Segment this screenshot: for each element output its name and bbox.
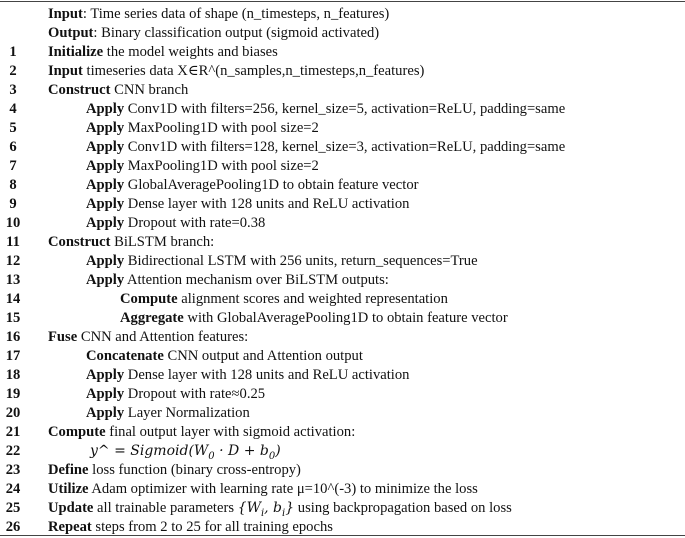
step-keyword: Apply bbox=[86, 367, 125, 383]
step-number: 19 bbox=[5, 386, 21, 402]
step-keyword: Apply bbox=[86, 386, 125, 402]
step-keyword: Define bbox=[48, 462, 89, 478]
step-line bbox=[0, 442, 685, 461]
step-line bbox=[0, 309, 685, 328]
step-text: Attention mechanism over BiLSTM outputs: bbox=[124, 272, 389, 288]
step-line bbox=[0, 461, 685, 480]
formula-subscript: i bbox=[282, 507, 286, 519]
step-text: CNN and Attention features: bbox=[77, 329, 249, 345]
step-keyword: Apply bbox=[86, 139, 125, 155]
step-line bbox=[0, 366, 685, 385]
step-number: 12 bbox=[5, 253, 21, 269]
step-keyword: Construct bbox=[48, 82, 111, 98]
formula-part: , b bbox=[264, 500, 283, 516]
step-number: 25 bbox=[5, 500, 21, 516]
step-number: 11 bbox=[6, 234, 20, 250]
step-keyword: Initialize bbox=[48, 44, 104, 60]
step-text: MaxPooling1D with pool size=2 bbox=[124, 158, 319, 174]
step-keyword: Aggregate bbox=[120, 310, 184, 326]
step-keyword: Construct bbox=[48, 234, 111, 250]
step-text: steps from 2 to 25 for all training epochs bbox=[91, 519, 333, 535]
step-text: Dense layer with 128 units and ReLU activation bbox=[124, 367, 410, 383]
formula-subscript: 0 bbox=[208, 450, 215, 462]
input-spec-line bbox=[0, 5, 685, 24]
step-line bbox=[0, 176, 685, 195]
step-number: 24 bbox=[5, 481, 21, 497]
step-text: loss function (binary cross-entropy) bbox=[88, 462, 301, 478]
step-keyword: Repeat bbox=[48, 519, 92, 535]
step-number: 23 bbox=[5, 462, 21, 478]
step-text: all trainable parameters bbox=[93, 500, 238, 516]
formula-part: } bbox=[285, 500, 295, 516]
step-number: 21 bbox=[5, 424, 21, 440]
step-keyword: Fuse bbox=[48, 329, 78, 345]
step-line bbox=[0, 119, 685, 138]
step-keyword: Apply bbox=[86, 196, 125, 212]
step-text: Layer Normalization bbox=[124, 405, 250, 421]
step-keyword: Utilize bbox=[48, 481, 89, 497]
step-text: CNN branch bbox=[110, 82, 189, 98]
step-text: using backpropagation based on loss bbox=[294, 500, 512, 516]
step-number: 16 bbox=[5, 329, 21, 345]
step-text: Dropout with rate≈0.25 bbox=[124, 386, 266, 402]
step-keyword: Apply bbox=[86, 405, 125, 421]
step-line bbox=[0, 480, 685, 499]
step-keyword: Apply bbox=[86, 158, 125, 174]
step-text: Conv1D with filters=128, kernel_size=3, activation=ReLU, padding=same bbox=[124, 139, 566, 155]
step-text: final output layer with sigmoid activation: bbox=[105, 424, 356, 440]
step-line bbox=[0, 233, 685, 252]
step-line bbox=[0, 252, 685, 271]
step-line bbox=[0, 385, 685, 404]
formula-part: y^ = Sigmoid(W bbox=[90, 443, 209, 459]
step-keyword: Apply bbox=[86, 101, 125, 117]
step-text: Adam optimizer with learning rate μ=10^(-3) to minimize the loss bbox=[88, 481, 478, 497]
step-number: 13 bbox=[5, 272, 21, 288]
step-text: CNN output and Attention output bbox=[163, 348, 363, 364]
step-line bbox=[0, 214, 685, 233]
formula-part: {W bbox=[237, 500, 261, 516]
step-number: 26 bbox=[5, 519, 21, 535]
step-line bbox=[0, 62, 685, 81]
step-line bbox=[0, 423, 685, 442]
formula-part: ) bbox=[275, 443, 281, 459]
step-keyword: Apply bbox=[86, 253, 125, 269]
step-number: 4 bbox=[9, 101, 17, 117]
step-keyword: Apply bbox=[86, 215, 125, 231]
step-number: 7 bbox=[9, 158, 17, 174]
step-keyword: Compute bbox=[120, 291, 178, 307]
step-line bbox=[0, 195, 685, 214]
step-number: 5 bbox=[9, 120, 17, 136]
step-keyword: Apply bbox=[86, 120, 125, 136]
step-keyword: Apply bbox=[86, 272, 125, 288]
step-line bbox=[0, 157, 685, 176]
step-text: Bidirectional LSTM with 256 units, return_sequences=True bbox=[124, 253, 478, 269]
top-rule bbox=[0, 1, 685, 2]
step-text: timeseries data X∈R^(n_samples,n_timesteps,n_features) bbox=[82, 63, 425, 79]
step-text: Dense layer with 128 units and ReLU activation bbox=[124, 196, 410, 212]
step-keyword: Update bbox=[48, 500, 94, 516]
step-line bbox=[0, 43, 685, 62]
step-text: MaxPooling1D with pool size=2 bbox=[124, 120, 319, 136]
step-number: 14 bbox=[5, 291, 21, 307]
step-keyword: Input bbox=[48, 63, 83, 79]
step-text: BiLSTM branch: bbox=[110, 234, 215, 250]
step-keyword: Apply bbox=[86, 177, 125, 193]
input-keyword: Input bbox=[48, 6, 83, 22]
step-text: the model weights and biases bbox=[103, 44, 278, 60]
step-text: with GlobalAveragePooling1D to obtain feature vector bbox=[183, 310, 508, 326]
step-number: 22 bbox=[5, 443, 21, 459]
output-keyword: Output bbox=[48, 25, 94, 41]
step-number: 6 bbox=[9, 139, 17, 155]
step-number: 20 bbox=[5, 405, 21, 421]
step-number: 2 bbox=[9, 63, 17, 79]
step-number: 18 bbox=[5, 367, 21, 383]
output-formula bbox=[90, 442, 281, 461]
step-text: Conv1D with filters=256, kernel_size=5, activation=ReLU, padding=same bbox=[124, 101, 566, 117]
parameter-set bbox=[237, 500, 295, 519]
step-line bbox=[0, 81, 685, 100]
step-number: 17 bbox=[5, 348, 21, 364]
step-line bbox=[0, 138, 685, 157]
step-line bbox=[0, 290, 685, 309]
step-keyword: Compute bbox=[48, 424, 106, 440]
input-description: : Time series data of shape (n_timesteps, n_features) bbox=[82, 6, 390, 22]
bottom-rule bbox=[0, 535, 685, 536]
output-spec-line bbox=[0, 24, 685, 43]
step-number: 15 bbox=[5, 310, 21, 326]
step-number: 9 bbox=[9, 196, 17, 212]
step-line bbox=[0, 499, 685, 518]
step-line bbox=[0, 347, 685, 366]
output-description: : Binary classification output (sigmoid activated) bbox=[93, 25, 380, 41]
formula-part: · D + b bbox=[214, 443, 269, 459]
step-line bbox=[0, 271, 685, 290]
step-number: 10 bbox=[5, 215, 21, 231]
step-number: 1 bbox=[9, 44, 17, 60]
step-text: Dropout with rate=0.38 bbox=[124, 215, 266, 231]
formula-subscript: i bbox=[260, 507, 265, 519]
step-line bbox=[0, 404, 685, 423]
step-line bbox=[0, 328, 685, 347]
step-text: GlobalAveragePooling1D to obtain feature vector bbox=[124, 177, 419, 193]
step-text: alignment scores and weighted representation bbox=[177, 291, 448, 307]
step-number: 8 bbox=[9, 177, 17, 193]
step-number: 3 bbox=[9, 82, 17, 98]
step-line bbox=[0, 100, 685, 119]
formula-subscript: 0 bbox=[268, 450, 276, 462]
step-keyword: Concatenate bbox=[86, 348, 164, 364]
